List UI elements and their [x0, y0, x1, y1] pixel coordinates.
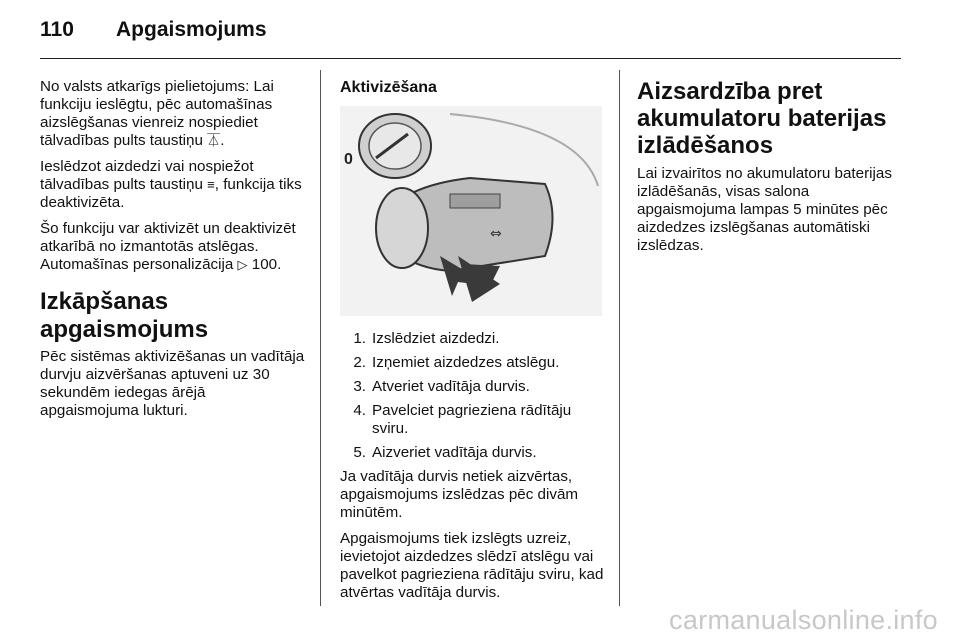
- paragraph: [40, 158, 308, 212]
- paragraph: [40, 220, 308, 274]
- remote-lock-key-icon: ≡: [207, 177, 215, 192]
- watermark: carmanualsonline.info: [669, 605, 938, 635]
- paragraph-text: No valsts atkarīgs pielietojums: Lai funkciju ieslēgtu, pēc automašīnas aizslēgšanas vienreiz nospiediet tālvadības pults taustiņu: [40, 78, 274, 149]
- column-divider: [619, 70, 620, 606]
- svg-text:⇔: ⇔: [490, 226, 502, 242]
- step-item: [340, 330, 608, 348]
- paragraph: Lai izvairītos no akumulatoru baterijas izlādēšanās, visas salona apgaismojuma lampas 5 minūtes pēc aizdedzes izslēgšanas automātiski izslēdzas.: [637, 165, 892, 254]
- step-item: [340, 402, 608, 438]
- column-left: [40, 78, 308, 428]
- paragraph-text: .: [220, 132, 225, 149]
- step-number: 1.: [353, 330, 366, 347]
- step-text: Aizveriet vadītāja durvis.: [372, 444, 537, 461]
- step-text: Izslēdziet aizdedzi.: [372, 330, 500, 347]
- paragraph: [40, 78, 308, 150]
- paragraph-text: Šo funkciju var aktivizēt un deaktivizēt atkarībā no izmantotās atslēgas. Automašīnas personalizācija: [40, 220, 296, 273]
- page-reference-arrow-icon[interactable]: ▷: [237, 257, 248, 272]
- paragraph: Pēc sistēmas aktivizēšanas un vadītāja durvju aizvēršanas aptuveni uz 30 sekundēm iedegas ārējā apgaismojuma lukturi.: [40, 348, 305, 419]
- paragraph-text: , funkcija tiks deaktivizēta.: [40, 176, 302, 211]
- step-text: Pavelciet pagrieziena rādītāju sviru.: [372, 402, 572, 437]
- page-number: 110: [40, 18, 74, 41]
- ignition-position-label: 0: [344, 151, 353, 168]
- step-number: 5.: [353, 444, 366, 461]
- step-number: 2.: [353, 354, 366, 371]
- subsection-heading: Aktivizēšana: [340, 79, 437, 96]
- turn-signal-lever-illustration: [340, 106, 602, 316]
- step-number: 4.: [353, 402, 366, 419]
- section-heading: Izkāpšanas apgaismojums: [40, 288, 209, 343]
- steps-list: [340, 330, 608, 462]
- page-title: Apgaismojums: [116, 18, 267, 41]
- page-reference[interactable]: 100.: [247, 256, 282, 273]
- paragraph: Ja vadītāja durvis netiek aizvērtas, apgaismojums izslēdzas pēc divām minūtēm.: [340, 468, 579, 521]
- header-divider: [40, 58, 901, 59]
- section-heading: Aizsardzība pret akumulatoru baterijas izlādēšanos: [637, 78, 887, 159]
- paragraph-text: Ieslēdzot aizdedzi vai nospiežot tālvadības pults taustiņu: [40, 158, 254, 193]
- column-right: [637, 78, 905, 263]
- remote-unlock-key-icon: ⏄: [207, 133, 221, 148]
- step-item: [340, 354, 608, 372]
- step-number: 3.: [353, 378, 366, 395]
- step-item: [340, 378, 608, 396]
- step-text: Izņemiet aizdedzes atslēgu.: [372, 354, 560, 371]
- column-middle: [340, 78, 608, 610]
- paragraph: Apgaismojums tiek izslēgts uzreiz, ievietojot aizdedzes slēdzī atslēgu vai pavelkot pagrieziena rādītāju sviru, kad atvērtas vadītāja durvis.: [340, 530, 604, 601]
- step-text: Atveriet vadītāja durvis.: [372, 378, 530, 395]
- step-item: [340, 444, 608, 462]
- column-divider: [320, 70, 321, 606]
